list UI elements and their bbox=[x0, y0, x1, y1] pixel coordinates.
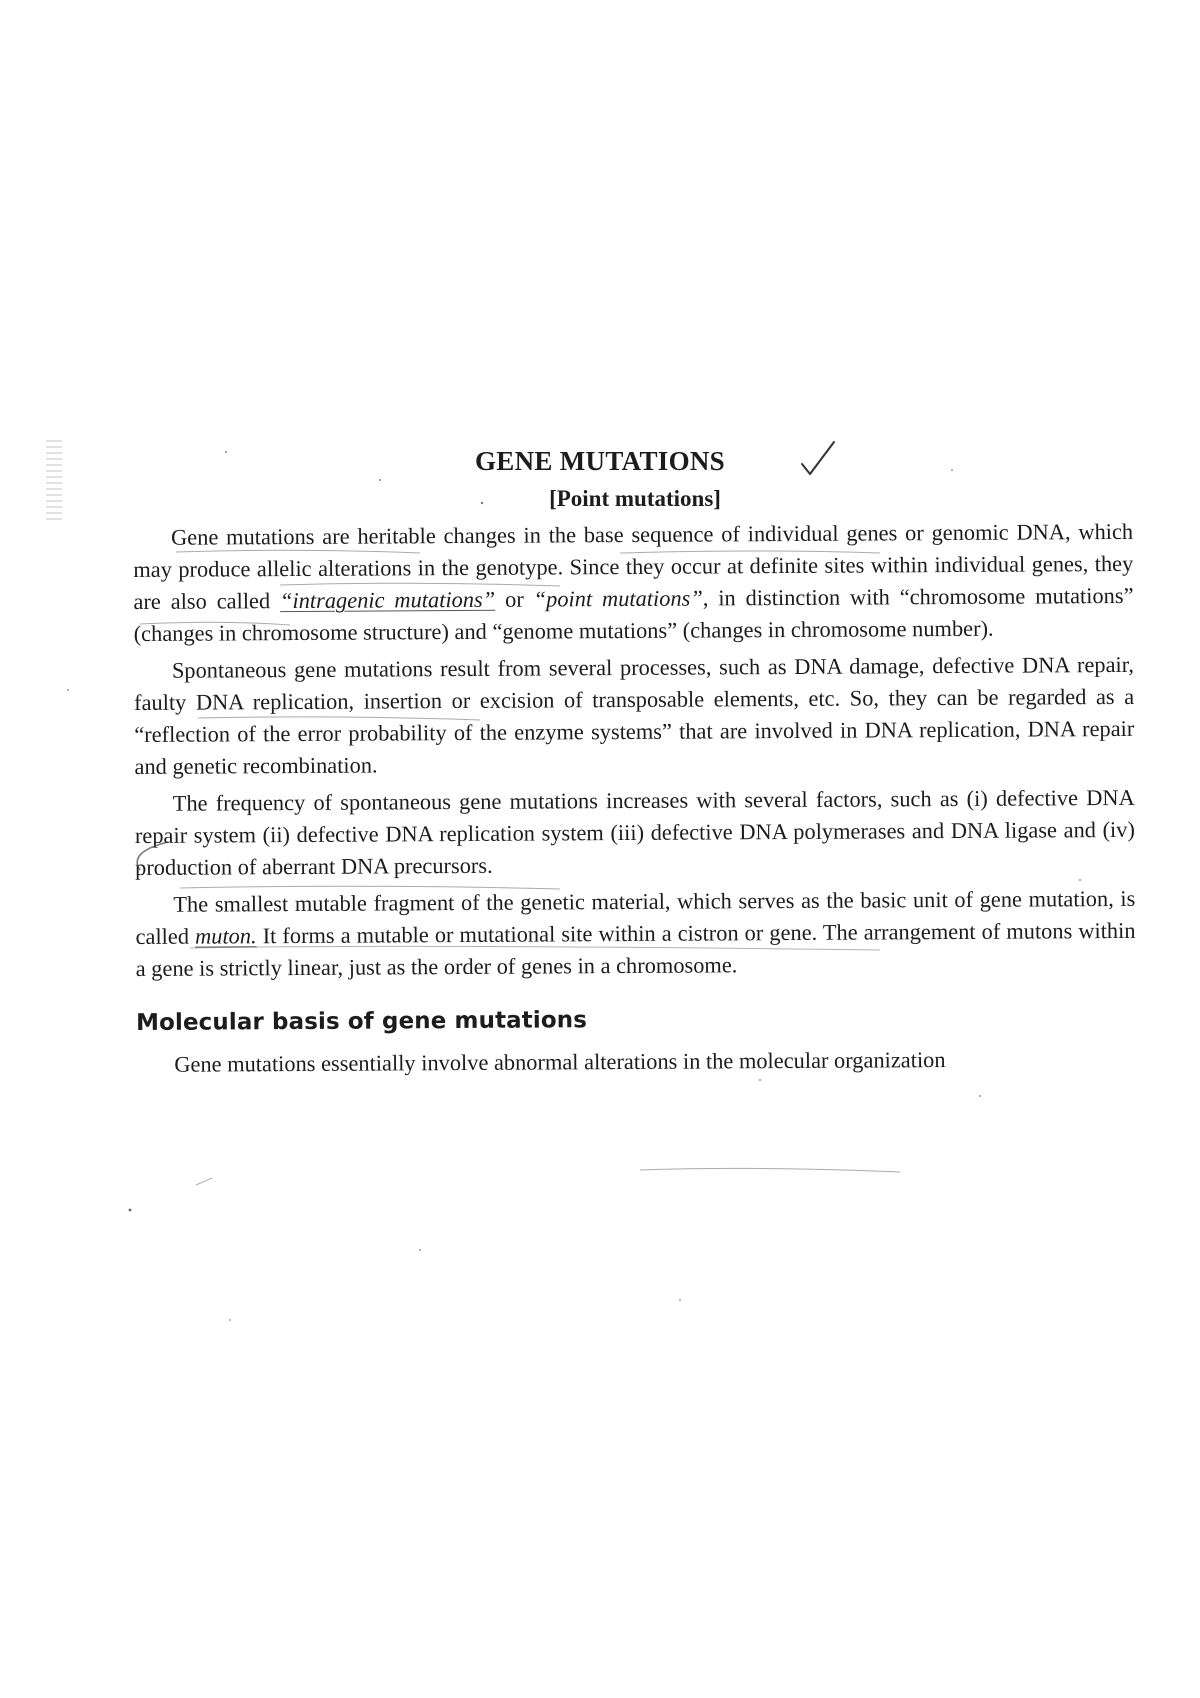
paragraph-mutation-frequency: The frequency of spontaneous gene mutations increases with several factors, such as (i) defective DNA repair system (ii) defective DNA replication system (iii) defective DNA polymerases and DNA ligase and (iv) production of aberrant DNA precursors. bbox=[134, 784, 1135, 880]
paragraph-gene-mutations-definition bbox=[133, 516, 1134, 650]
paragraph-muton bbox=[135, 883, 1136, 985]
page-title-text: GENE MUTATIONS bbox=[475, 446, 725, 476]
body-text bbox=[133, 516, 1136, 1086]
page-title bbox=[0, 446, 1200, 477]
paragraph-1-part-1: Gene mutations are heritable changes in the base sequence of individual genes or genomic DNA, which may produce allelic alterations in the genotype. Since they occur at definite sites within individual genes, they are also called bbox=[133, 518, 1134, 614]
term-intragenic-mutations: “intragenic mutations” bbox=[279, 586, 496, 614]
paragraph-4-part-1: The smallest mutable fragment of the genetic material, which serves as the basic unit of gene mutation, is called bbox=[135, 885, 1136, 949]
paragraph-spontaneous-mutations: Spontaneous gene mutations result from several processes, such as DNA damage, defective DNA repair, faulty DNA replication, insertion or excision of transposable elements, etc. So, they can be regarded as a “reflection of the error probability of the enzyme systems” that are involved in DNA replication, DNA repair and genetic recombination. bbox=[134, 651, 1135, 779]
page-subtitle: [Point mutations] bbox=[549, 486, 721, 511]
paragraph-1-part-2: or bbox=[495, 586, 534, 612]
paragraph-molecular-basis: Gene mutations essentially involve abnormal alterations in the molecular organization bbox=[174, 1047, 946, 1077]
paragraph-4-part-2: It forms a mutable or mutational site within a cistron or gene. The arrangement of mutons within a gene is strictly linear, just as the order of genes in a chromosome. bbox=[135, 917, 1136, 981]
paragraph-1-part-3: , in distinction with “chromosome mutations” (changes in chromosome structure) and “genome mutations” (changes in chromosome number). bbox=[133, 582, 1134, 646]
section-heading-molecular-basis: Molecular basis of gene mutations bbox=[135, 1007, 588, 1036]
handwritten-check-icon bbox=[798, 438, 838, 482]
term-muton: muton. bbox=[194, 923, 257, 949]
term-point-mutations: “point mutations” bbox=[533, 585, 703, 612]
